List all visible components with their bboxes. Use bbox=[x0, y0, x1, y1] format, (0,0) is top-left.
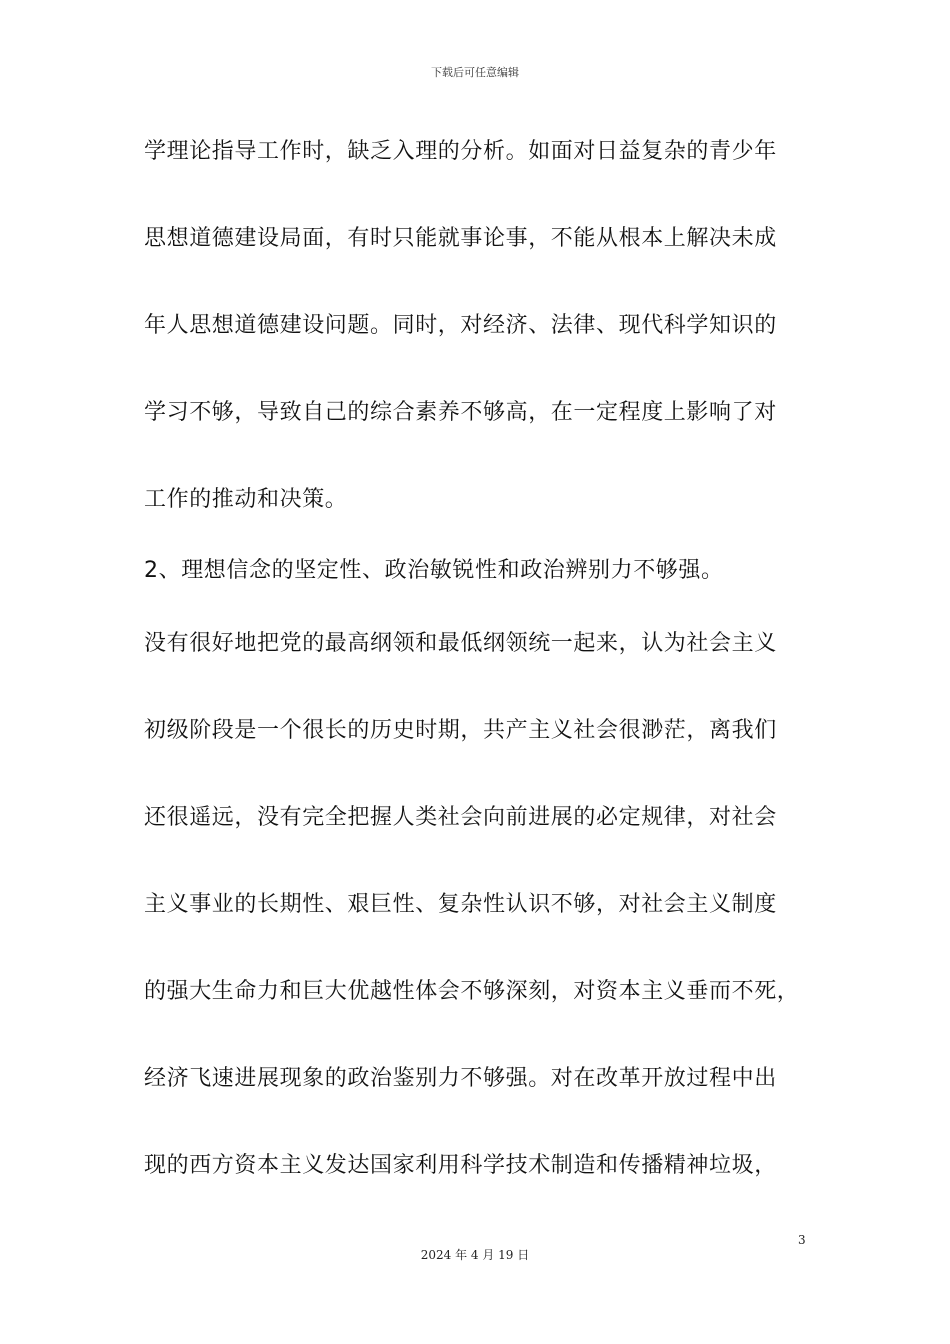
body-line: 学理论指导工作时，缺乏入理的分析。如面对日益复杂的青少年 bbox=[144, 139, 777, 164]
page-number: 3 bbox=[798, 1233, 806, 1247]
page-header: 下载后可任意编辑 bbox=[431, 66, 519, 79]
body-line: 主义事业的长期性、艰巨性、复杂性认识不够，对社会主义制度 bbox=[144, 892, 777, 917]
body-line: 还很遥远，没有完全把握人类社会向前进展的必定规律，对社会 bbox=[144, 805, 777, 830]
body-line: 没有很好地把党的最高纲领和最低纲领统一起来，认为社会主义 bbox=[144, 631, 777, 656]
section-heading: 2、理想信念的坚定性、政治敏锐性和政治辨别力不够强。 bbox=[144, 558, 724, 583]
body-line: 经济飞速进展现象的政治鉴别力不够强。对在改革开放过程中出 bbox=[144, 1066, 777, 1091]
body-line: 年人思想道德建设问题。同时，对经济、法律、现代科学知识的 bbox=[144, 313, 777, 338]
page-footer-date: 2024 年 4 月 19 日 bbox=[420, 1248, 530, 1262]
body-line: 工作的推动和决策。 bbox=[144, 487, 348, 512]
body-line: 思想道德建设局面，有时只能就事论事，不能从根本上解决未成 bbox=[144, 226, 777, 251]
body-line: 现的西方资本主义发达国家利用科学技术制造和传播精神垃圾， bbox=[144, 1153, 777, 1178]
body-line: 的强大生命力和巨大优越性体会不够深刻，对资本主义垂而不死， bbox=[144, 979, 800, 1004]
body-line: 初级阶段是一个很长的历史时期，共产主义社会很渺茫，离我们 bbox=[144, 718, 777, 743]
body-line: 学习不够，导致自己的综合素养不够高，在一定程度上影响了对 bbox=[144, 400, 777, 425]
